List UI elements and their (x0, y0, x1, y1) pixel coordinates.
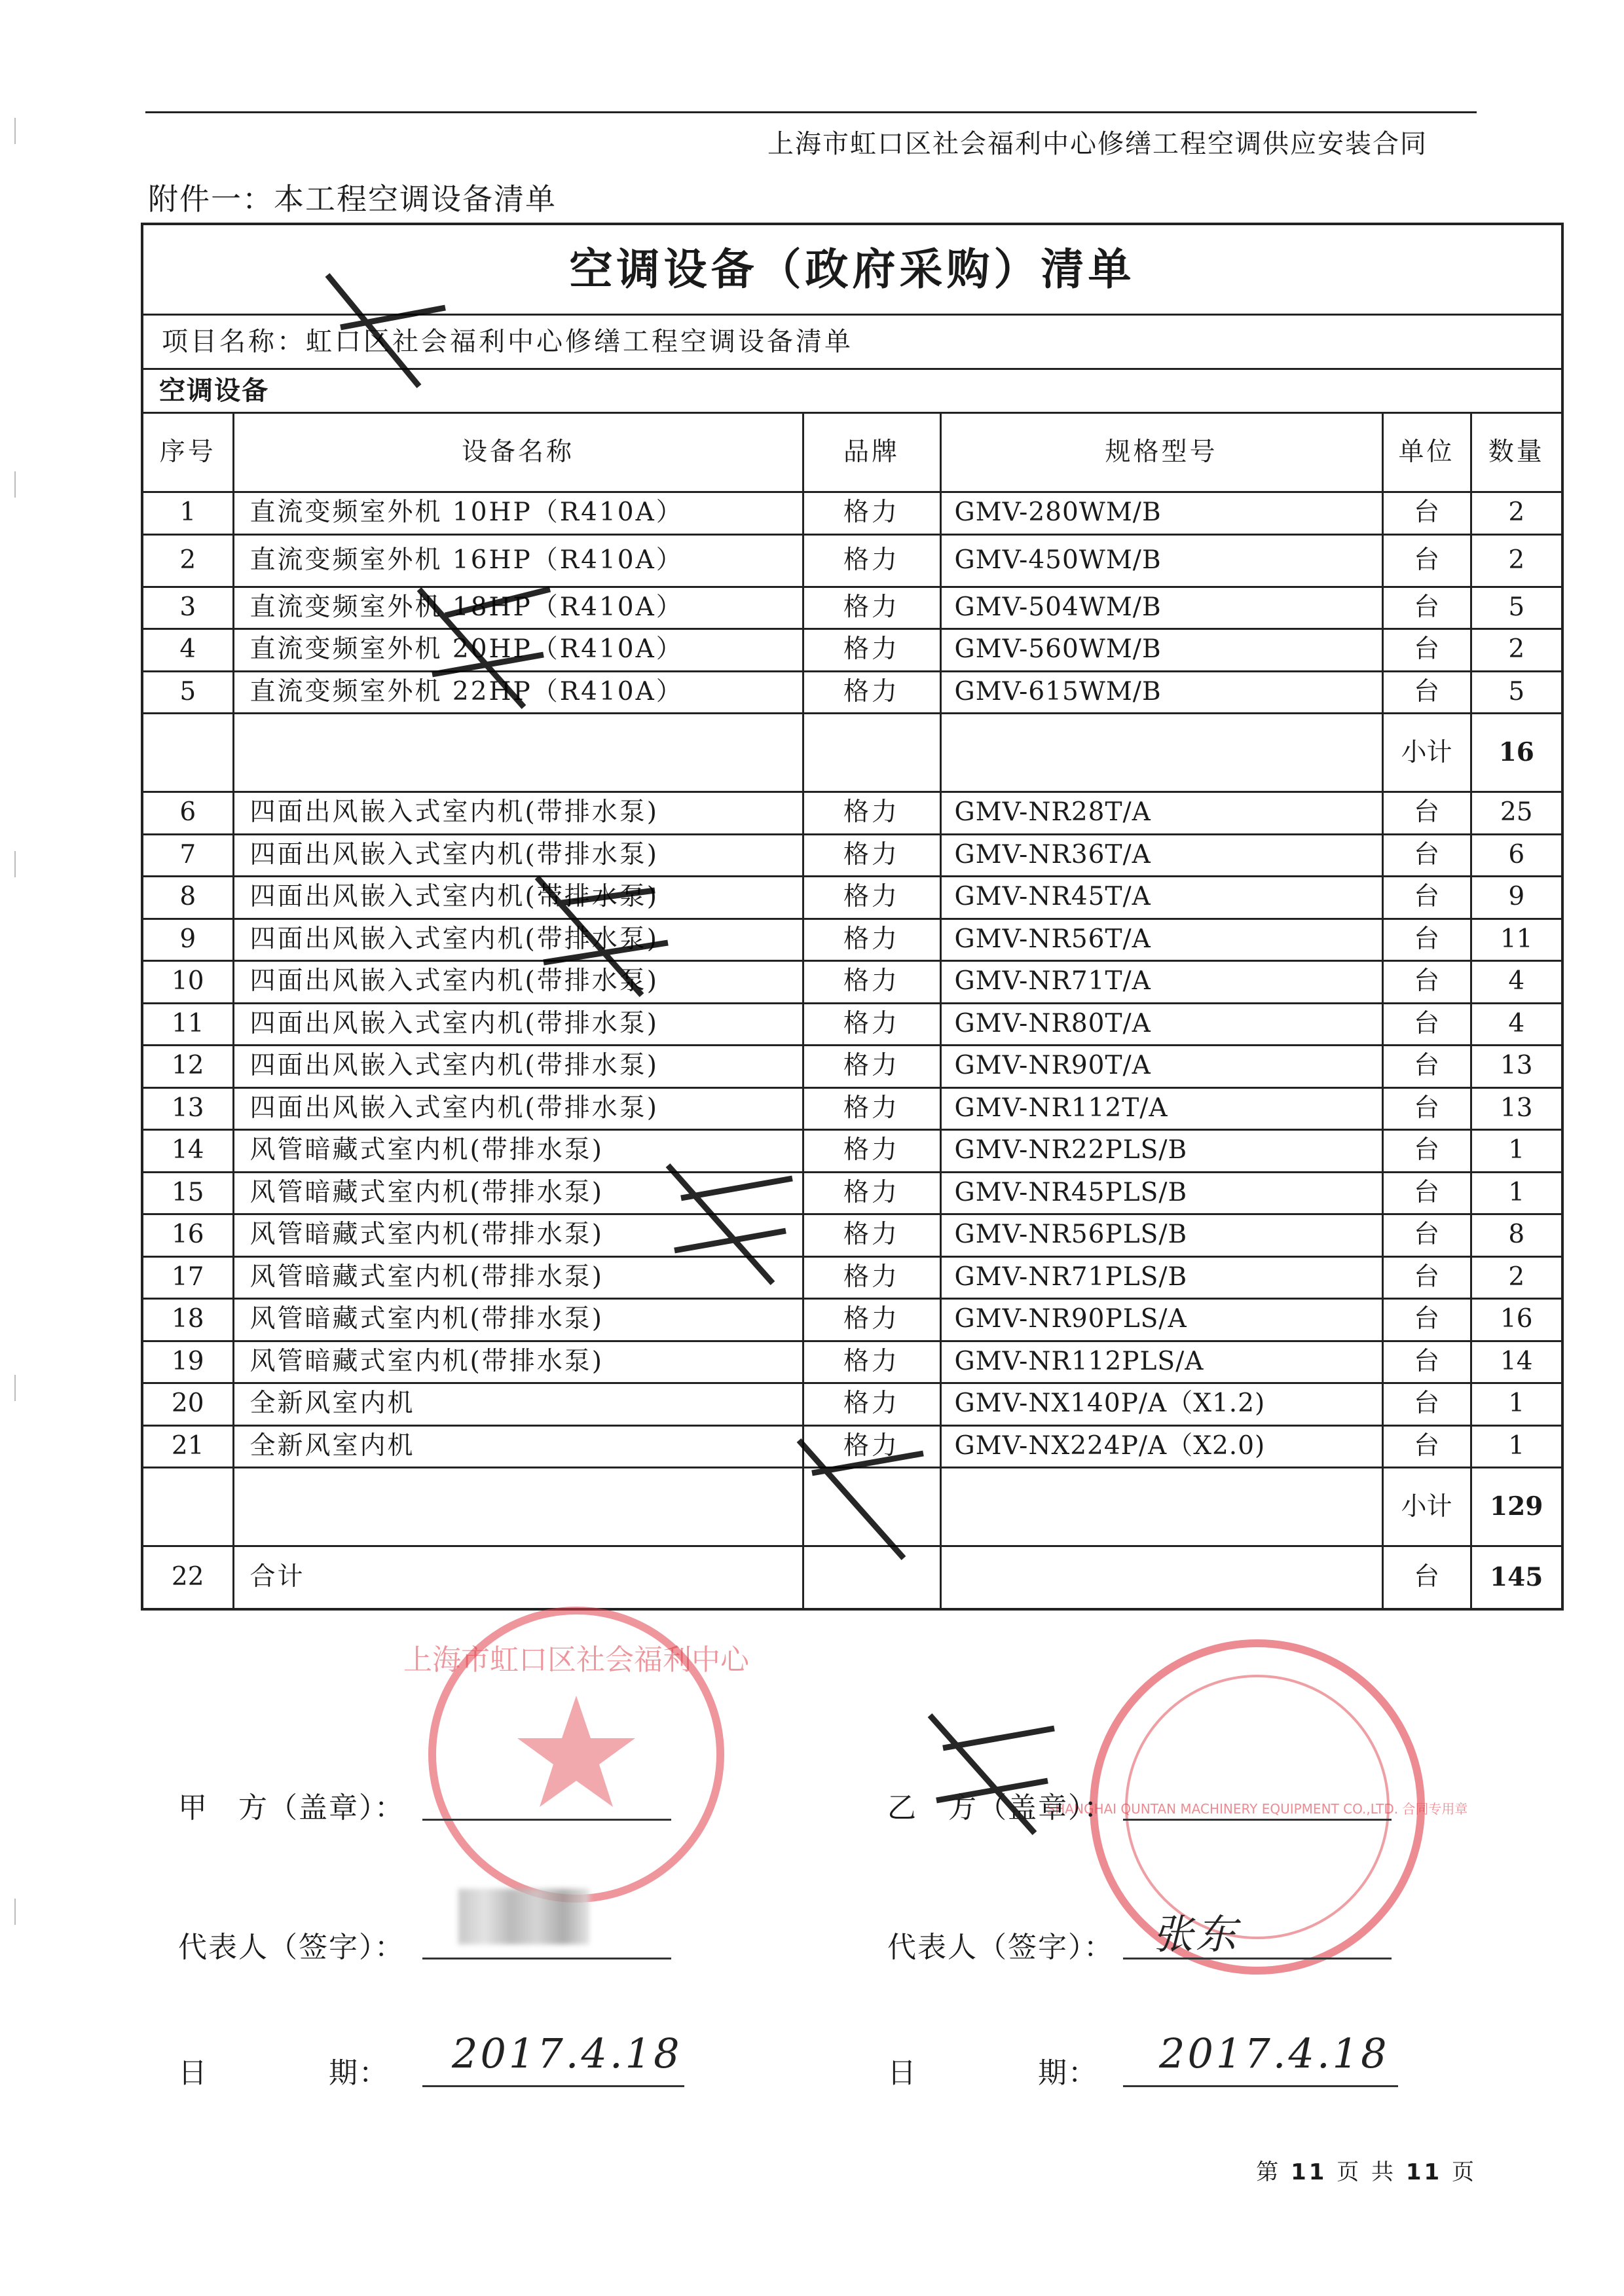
row-model: GMV-NR22PLS/B (940, 1130, 1382, 1173)
party-a-seal (403, 1597, 749, 1912)
row-model: GMV-NR56PLS/B (940, 1214, 1382, 1257)
row-unit: 台 (1382, 671, 1471, 714)
rep-a-sign-line (422, 1958, 671, 1959)
date-a-value: 2017.4.18 (452, 2030, 682, 2077)
row-model: GMV-NR71PLS/B (940, 1256, 1382, 1299)
row-brand: 格力 (803, 587, 940, 629)
table-header-row (143, 414, 1561, 492)
row-unit: 台 (1382, 1172, 1471, 1214)
row-brand: 格力 (803, 1383, 940, 1426)
row-unit: 台 (1382, 629, 1471, 672)
row-brand: 格力 (803, 1299, 940, 1341)
row-brand: 格力 (803, 1046, 940, 1088)
row-name: 直流变频室外机 16HP（R410A） (233, 534, 803, 587)
row-model: GMV-NX140P/A（X1.2) (940, 1383, 1382, 1426)
row-unit: 台 (1382, 1130, 1471, 1173)
party-a-seal-text: 上海市虹口区社会福利中心 (403, 1643, 749, 1677)
subtotal-brand (803, 1468, 940, 1546)
row-brand: 格力 (803, 671, 940, 714)
row-name: 全新风室内机 (233, 1383, 803, 1426)
row-brand: 格力 (803, 834, 940, 877)
row-unit: 台 (1382, 1299, 1471, 1341)
row-name: 直流变频室外机 20HP（R410A） (233, 629, 803, 672)
table-row (143, 1087, 1561, 1130)
row-model: GMV-NR28T/A (940, 792, 1382, 835)
row-qty: 1 (1471, 1425, 1561, 1468)
col-name: 设备名称 (233, 414, 803, 492)
row-model: GMV-NR71T/A (940, 961, 1382, 1004)
row-name: 四面出风嵌入式室内机(带排水泵) (233, 1087, 803, 1130)
margin-mark (14, 1899, 21, 1925)
rep-b-label: 代表人（签字）： (887, 1931, 1114, 1964)
row-no: 10 (143, 961, 233, 1004)
table-row (143, 919, 1561, 961)
row-qty: 14 (1471, 1341, 1561, 1383)
row-brand: 格力 (803, 534, 940, 587)
col-qty: 数量 (1471, 414, 1561, 492)
col-model: 规格型号 (940, 414, 1382, 492)
table-row (143, 1256, 1561, 1299)
row-brand: 格力 (803, 492, 940, 535)
row-model: GMV-NR90T/A (940, 1046, 1382, 1088)
row-brand: 格力 (803, 1003, 940, 1046)
row-brand: 格力 (803, 1256, 940, 1299)
row-no: 14 (143, 1130, 233, 1173)
table-row (143, 629, 1561, 672)
table-row (143, 877, 1561, 919)
total-qty: 145 (1471, 1546, 1561, 1608)
row-qty: 4 (1471, 1003, 1561, 1046)
row-name: 四面出风嵌入式室内机(带排水泵) (233, 877, 803, 919)
page-suffix: 页 (1452, 2159, 1477, 2185)
row-brand: 格力 (803, 629, 940, 672)
table-row (143, 1130, 1561, 1173)
row-name: 四面出风嵌入式室内机(带排水泵) (233, 792, 803, 835)
subtotal-qty: 16 (1471, 714, 1561, 792)
col-brand: 品牌 (803, 414, 940, 492)
row-model: GMV-NR112PLS/A (940, 1341, 1382, 1383)
section-label: 空调设备 (143, 370, 1561, 414)
row-qty: 6 (1471, 834, 1561, 877)
party-a-label: 甲 方（盖章）： (178, 1791, 405, 1825)
row-name: 风管暗藏式室内机(带排水泵) (233, 1256, 803, 1299)
date-b-label: 日 期： (887, 2056, 1098, 2090)
equipment-table (143, 414, 1561, 1608)
row-qty: 4 (1471, 961, 1561, 1004)
row-unit: 台 (1382, 534, 1471, 587)
row-name: 直流变频室外机 10HP（R410A） (233, 492, 803, 535)
row-no: 8 (143, 877, 233, 919)
party-b-seal-text: SHANGHAI QUNTAN MACHINERY EQUIPMENT CO.,LTD. 合同专用章 (1046, 1801, 1468, 1817)
row-unit: 台 (1382, 792, 1471, 835)
row-name: 全新风室内机 (233, 1425, 803, 1468)
row-qty: 2 (1471, 492, 1561, 535)
table-row (143, 1172, 1561, 1214)
row-no: 21 (143, 1425, 233, 1468)
row-no: 19 (143, 1341, 233, 1383)
row-brand: 格力 (803, 1214, 940, 1257)
page-mid: 页 共 (1337, 2159, 1397, 2185)
row-no: 12 (143, 1046, 233, 1088)
row-no: 5 (143, 671, 233, 714)
header-rule (145, 111, 1477, 113)
row-no: 17 (143, 1256, 233, 1299)
table-row (143, 834, 1561, 877)
row-brand: 格力 (803, 792, 940, 835)
row-no: 4 (143, 629, 233, 672)
row-no: 16 (143, 1214, 233, 1257)
row-model: GMV-NR112T/A (940, 1087, 1382, 1130)
row-unit: 台 (1382, 492, 1471, 535)
row-model: GMV-450WM/B (940, 534, 1382, 587)
table-row (143, 961, 1561, 1004)
subtotal-name (233, 714, 803, 792)
table-row (143, 1425, 1561, 1468)
row-model: GMV-NR90PLS/A (940, 1299, 1382, 1341)
page-prefix: 第 (1256, 2159, 1282, 2185)
row-name: 四面出风嵌入式室内机(带排水泵) (233, 919, 803, 961)
row-name: 四面出风嵌入式室内机(带排水泵) (233, 834, 803, 877)
row-brand: 格力 (803, 1425, 940, 1468)
page-current: 11 (1291, 2159, 1327, 2185)
table-row (143, 534, 1561, 587)
row-qty: 25 (1471, 792, 1561, 835)
row-unit: 台 (1382, 919, 1471, 961)
redacted-signature (458, 1889, 589, 1944)
row-qty: 1 (1471, 1383, 1561, 1426)
total-unit: 台 (1382, 1546, 1471, 1608)
row-name: 风管暗藏式室内机(带排水泵) (233, 1130, 803, 1173)
table-row (143, 1003, 1561, 1046)
page-total: 11 (1405, 2159, 1443, 2185)
row-unit: 台 (1382, 1425, 1471, 1468)
row-name: 直流变频室外机 22HP（R410A） (233, 671, 803, 714)
row-name: 四面出风嵌入式室内机(带排水泵) (233, 1003, 803, 1046)
row-model: GMV-NR45T/A (940, 877, 1382, 919)
row-qty: 11 (1471, 919, 1561, 961)
row-name: 直流变频室外机 18HP（R410A） (233, 587, 803, 629)
subtotal-name (233, 1468, 803, 1546)
project-name: 项目名称：虹口区社会福利中心修缮工程空调设备清单 (143, 316, 1561, 370)
subtotal-model (940, 714, 1382, 792)
subtotal-label: 小计 (1382, 1468, 1471, 1546)
subtotal-qty: 129 (1471, 1468, 1561, 1546)
row-no: 20 (143, 1383, 233, 1426)
row-model: GMV-280WM/B (940, 492, 1382, 535)
margin-mark (14, 471, 21, 498)
row-name: 风管暗藏式室内机(带排水泵) (233, 1341, 803, 1383)
rep-b-sign-line (1123, 1958, 1392, 1959)
margin-mark (14, 118, 21, 144)
row-brand: 格力 (803, 1172, 940, 1214)
party-a-sign-line (422, 1819, 671, 1821)
row-model: GMV-615WM/B (940, 671, 1382, 714)
row-unit: 台 (1382, 587, 1471, 629)
row-model: GMV-NR36T/A (940, 834, 1382, 877)
row-brand: 格力 (803, 1341, 940, 1383)
party-b-sign-line (1123, 1819, 1392, 1821)
table-row (143, 1046, 1561, 1088)
date-a-line (422, 2085, 684, 2087)
subtotal-brand (803, 714, 940, 792)
page-number (1256, 2154, 1477, 2186)
row-unit: 台 (1382, 961, 1471, 1004)
row-no: 2 (143, 534, 233, 587)
total-row (143, 1546, 1561, 1608)
subtotal-no (143, 714, 233, 792)
row-unit: 台 (1382, 1383, 1471, 1426)
row-qty: 8 (1471, 1214, 1561, 1257)
row-no: 13 (143, 1087, 233, 1130)
row-no: 15 (143, 1172, 233, 1214)
table-row (143, 1214, 1561, 1257)
row-name: 四面出风嵌入式室内机(带排水泵) (233, 1046, 803, 1088)
subtotal-row (143, 714, 1561, 792)
total-model (940, 1546, 1382, 1608)
party-b-label: 乙 方（盖章）： (887, 1791, 1114, 1825)
equipment-sheet (141, 223, 1564, 1611)
row-model: GMV-560WM/B (940, 629, 1382, 672)
row-brand: 格力 (803, 1130, 940, 1173)
date-a-label: 日 期： (178, 2056, 389, 2090)
row-name: 四面出风嵌入式室内机(带排水泵) (233, 961, 803, 1004)
row-unit: 台 (1382, 877, 1471, 919)
party-b-seal (1046, 1624, 1468, 1990)
row-brand: 格力 (803, 1087, 940, 1130)
row-name: 风管暗藏式室内机(带排水泵) (233, 1299, 803, 1341)
row-no: 6 (143, 792, 233, 835)
contract-title: 上海市虹口区社会福利中心修缮工程空调供应安装合同 (767, 129, 1428, 159)
attachment-title: 附件一：本工程空调设备清单 (148, 181, 557, 217)
table-row (143, 671, 1561, 714)
row-unit: 台 (1382, 1003, 1471, 1046)
row-name: 风管暗藏式室内机(带排水泵) (233, 1214, 803, 1257)
row-qty: 5 (1471, 671, 1561, 714)
table-row (143, 1383, 1561, 1426)
row-model: GMV-NX224P/A（X2.0) (940, 1425, 1382, 1468)
total-brand (803, 1546, 940, 1608)
row-unit: 台 (1382, 834, 1471, 877)
row-model: GMV-NR56T/A (940, 919, 1382, 961)
row-no: 11 (143, 1003, 233, 1046)
row-qty: 16 (1471, 1299, 1561, 1341)
row-no: 7 (143, 834, 233, 877)
row-unit: 台 (1382, 1046, 1471, 1088)
row-unit: 台 (1382, 1087, 1471, 1130)
row-model: GMV-NR45PLS/B (940, 1172, 1382, 1214)
row-qty: 9 (1471, 877, 1561, 919)
row-qty: 2 (1471, 534, 1561, 587)
row-no: 9 (143, 919, 233, 961)
subtotal-no (143, 1468, 233, 1546)
row-unit: 台 (1382, 1214, 1471, 1257)
total-label: 合计 (233, 1546, 803, 1608)
subtotal-model (940, 1468, 1382, 1546)
row-brand: 格力 (803, 961, 940, 1004)
margin-mark (14, 851, 21, 877)
subtotal-label: 小计 (1382, 714, 1471, 792)
table-row (143, 1341, 1561, 1383)
row-qty: 1 (1471, 1172, 1561, 1214)
table-row (143, 587, 1561, 629)
row-qty: 5 (1471, 587, 1561, 629)
col-no: 序号 (143, 414, 233, 492)
margin-mark (14, 1375, 21, 1401)
row-no: 18 (143, 1299, 233, 1341)
row-brand: 格力 (803, 877, 940, 919)
rep-a-label: 代表人（签字）： (178, 1931, 405, 1964)
row-qty: 13 (1471, 1046, 1561, 1088)
date-b-value: 2017.4.18 (1159, 2030, 1390, 2077)
row-brand: 格力 (803, 919, 940, 961)
row-unit: 台 (1382, 1256, 1471, 1299)
row-no: 3 (143, 587, 233, 629)
table-row (143, 492, 1561, 535)
row-unit: 台 (1382, 1341, 1471, 1383)
col-unit: 单位 (1382, 414, 1471, 492)
row-qty: 2 (1471, 1256, 1561, 1299)
table-row (143, 1299, 1561, 1341)
date-b-line (1123, 2085, 1398, 2087)
row-qty: 13 (1471, 1087, 1561, 1130)
rep-b-signature: 张东 (1153, 1910, 1240, 1958)
table-body (143, 492, 1561, 1608)
sheet-title: 空调设备（政府采购）清单 (143, 225, 1561, 316)
row-no: 1 (143, 492, 233, 535)
row-model: GMV-NR80T/A (940, 1003, 1382, 1046)
row-qty: 1 (1471, 1130, 1561, 1173)
total-no: 22 (143, 1546, 233, 1608)
row-model: GMV-504WM/B (940, 587, 1382, 629)
table-row (143, 792, 1561, 835)
subtotal-row (143, 1468, 1561, 1546)
row-qty: 2 (1471, 629, 1561, 672)
row-name: 风管暗藏式室内机(带排水泵) (233, 1172, 803, 1214)
